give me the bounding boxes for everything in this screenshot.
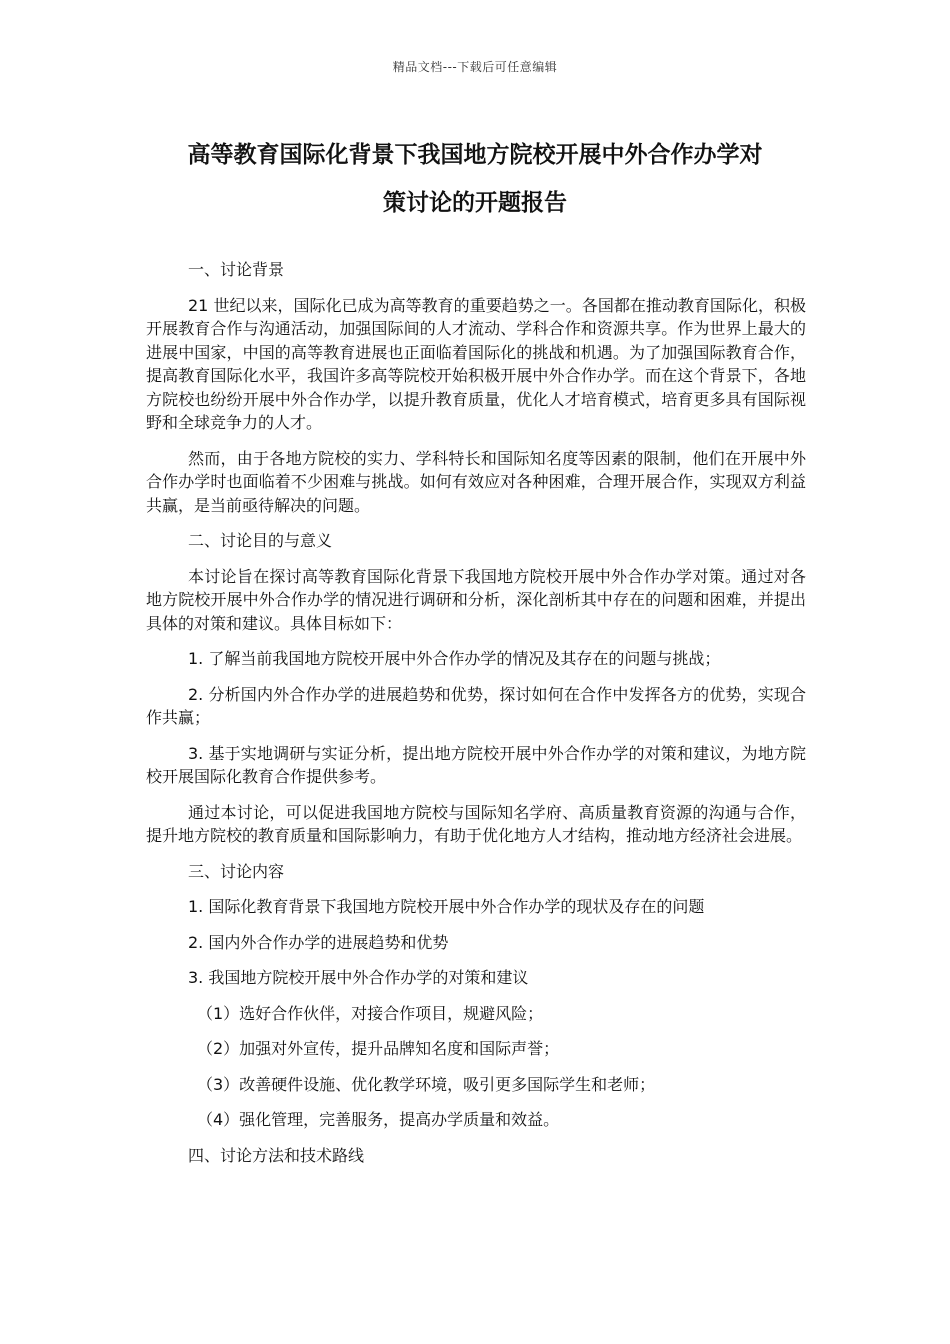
document-body	[146, 258, 806, 1179]
purpose-item-2: 2. 分析国内外合作办学的进展趋势和优势，探讨如何在合作中发挥各方的优势，实现合作共赢；	[146, 684, 806, 727]
content-subitem-3: （3）改善硬件设施、优化教学环境，吸引更多国际学生和老师；	[197, 1074, 656, 1094]
content-subitem-1: （1）选好合作伙伴，对接合作项目，规避风险；	[197, 1003, 544, 1023]
section-heading-content: 三、讨论内容	[188, 861, 285, 881]
purpose-item-3: 3. 基于实地调研与实证分析，提出地方院校开展中外合作办学的对策和建议，为地方院校开展国际化教育合作提供参考。	[146, 743, 806, 786]
section-heading-purpose: 二、讨论目的与意义	[188, 531, 333, 550]
content-item-1: 1. 国际化教育背景下我国地方院校开展中外合作办学的现状及存在的问题	[188, 897, 705, 916]
paragraph-purpose-2: 通过本讨论，可以促进我国地方院校与国际知名学府、高质量教育资源的沟通与合作，提升地方院校的教育质量和国际影响力，有助于优化地方人才结构，推动地方经济社会进展。	[146, 802, 806, 845]
section-heading-background: 一、讨论背景	[188, 260, 285, 279]
content-subitem-4: （4）强化管理，完善服务，提高办学质量和效益。	[197, 1110, 560, 1129]
content-item-2: 2. 国内外合作办学的进展趋势和优势	[188, 932, 449, 952]
paragraph-background-2: 然而，由于各地方院校的实力、学科特长和国际知名度等因素的限制，他们在开展中外合作办学时也面临着不少困难与挑战。如何有效应对各种困难，合理开展合作，实现双方利益共赢，是当前亟待解决的问题。	[146, 448, 806, 515]
section-heading-methods: 四、讨论方法和技术路线	[188, 1145, 365, 1165]
page-header: 精品文档---下载后可任意编辑	[392, 60, 558, 74]
content-item-3: 3. 我国地方院校开展中外合作办学的对策和建议	[188, 968, 529, 987]
purpose-item-1: 1. 了解当前我国地方院校开展中外合作办学的情况及其存在的问题与挑战；	[188, 649, 721, 668]
paragraph-background-1: 21 世纪以来，国际化已成为高等教育的重要趋势之一。各国都在推动教育国际化，积极开展教育合作与沟通活动，加强国际间的人才流动、学科合作和资源共享。作为世界上最大的进展中国家，中国的高等教育进展也正面临着国际化的挑战和机遇。为了加强国际教育合作，提高教育国际化水平，我国许多高等院校开始积极开展中外合作办学。而在这个背景下，各地方院校也纷纷开展中外合作办学，以提升教育质量，优化人才培育模式，培育更多具有国际视野和全球竞争力的人才。	[146, 295, 806, 432]
document-title	[140, 131, 810, 227]
title-line-1: 高等教育国际化背景下我国地方院校开展中外合作办学对	[187, 142, 763, 168]
paragraph-purpose-1: 本讨论旨在探讨高等教育国际化背景下我国地方院校开展中外合作办学对策。通过对各地方院校开展中外合作办学的情况进行调研和分析，深化剖析其中存在的问题和困难，并提出具体的对策和建议。具体目标如下：	[146, 566, 806, 633]
content-subitem-2: （2）加强对外宣传，提升品牌知名度和国际声誉；	[197, 1039, 560, 1058]
title-line-2: 策讨论的开题报告	[383, 190, 567, 216]
